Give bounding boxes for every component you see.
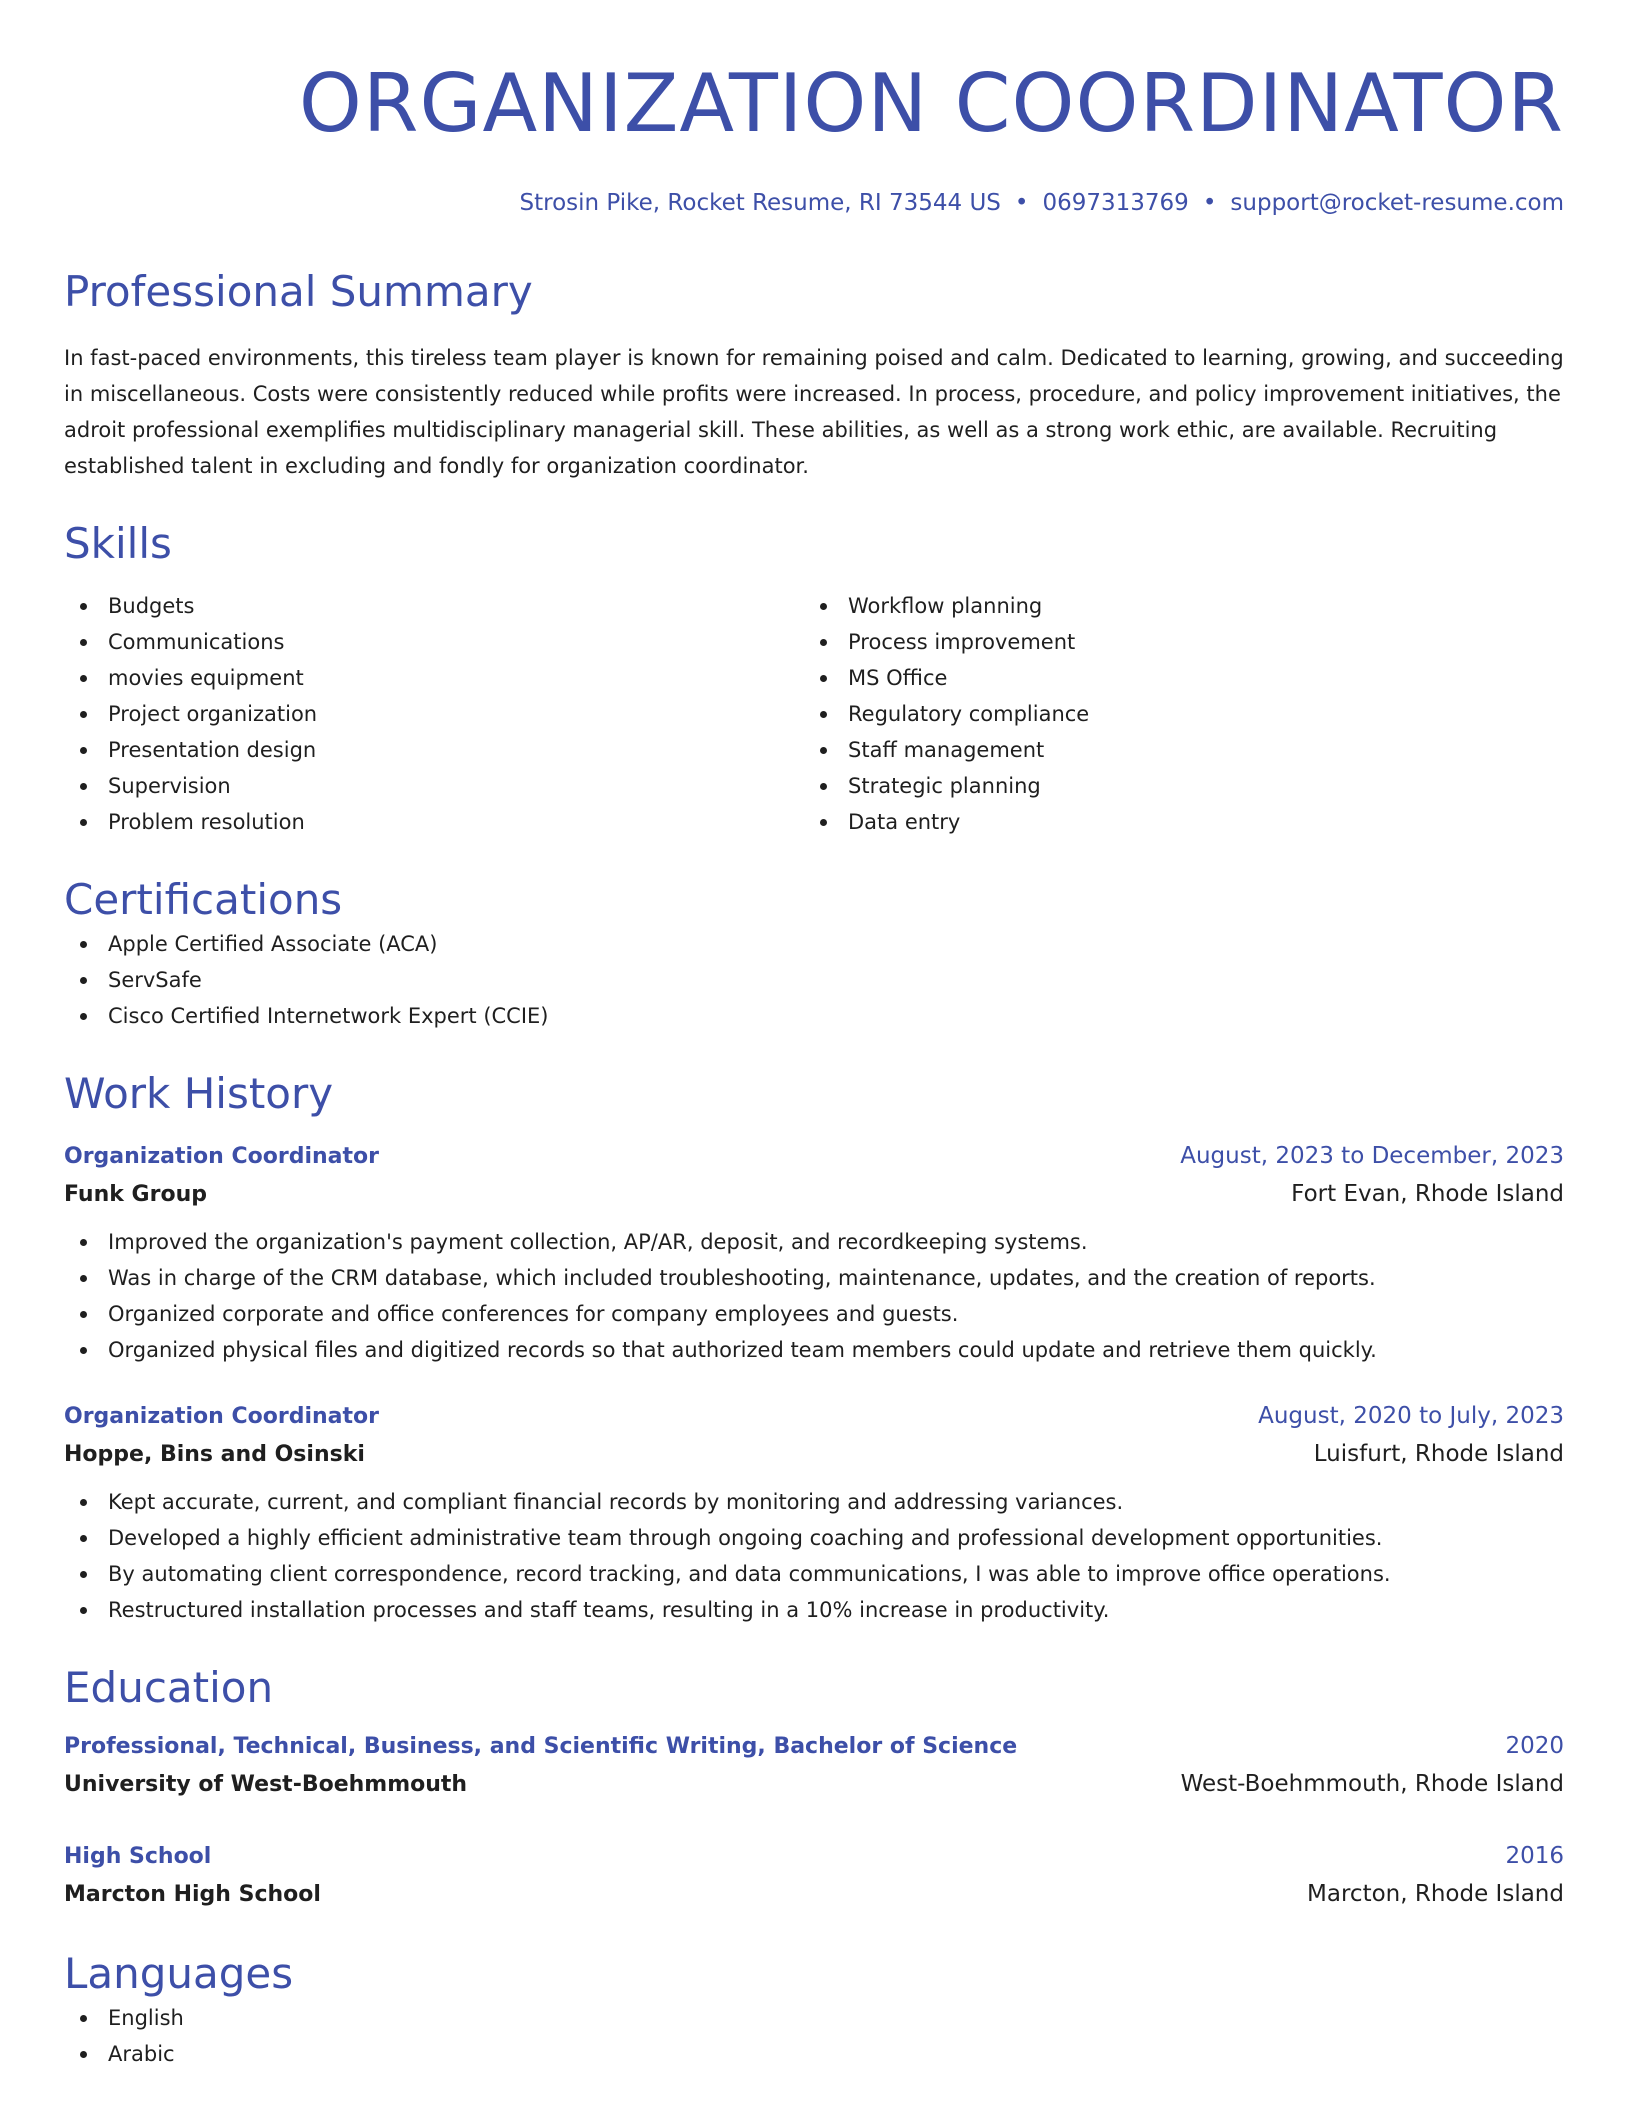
skill-item: Workflow planning [804,588,1544,624]
job-bullet: Restructured installation processes and staff teams, resulting in a 10% increase in productivity. [64,1592,1564,1628]
education-degree: Professional, Technical, Business, and Scientific Writing, Bachelor of Science [64,1734,1018,1759]
contact-separator: • [1014,190,1029,216]
skill-item: movies equipment [64,660,804,696]
certification-item: Cisco Certified Internetwork Expert (CCIE) [64,998,1564,1034]
contact-separator: • [1202,190,1217,216]
skill-item: Communications [64,624,804,660]
job-title: Organization Coordinator [64,1404,379,1429]
skill-item: MS Office [804,660,1544,696]
skill-item: Process improvement [804,624,1544,660]
skills-columns [64,588,1564,840]
contact-phone: 0697313769 [1042,190,1189,216]
language-item: English [64,2000,1564,2036]
skill-item: Project organization [64,696,804,732]
education-section [64,1662,1564,1914]
education-degree: High School [64,1844,212,1869]
contact-email: support@rocket-resume.com [1230,190,1564,216]
skill-item: Regulatory compliance [804,696,1544,732]
summary-heading: Professional Summary [64,267,533,316]
education-entry [64,1838,1564,1914]
skill-item: Strategic planning [804,768,1544,804]
skill-item: Data entry [804,804,1544,840]
summary-section [64,266,1564,484]
education-year: 2020 [1505,1733,1564,1759]
education-school: Marcton High School [64,1882,321,1907]
education-location: Marcton, Rhode Island [1307,1881,1564,1907]
education-school: University of West-Boehmmouth [64,1772,468,1797]
certification-item: Apple Certified Associate (ACA) [64,926,1564,962]
skill-item: Staff management [804,732,1544,768]
job-title: Organization Coordinator [64,1144,379,1169]
skill-item: Presentation design [64,732,804,768]
certifications-section [64,874,1564,1034]
certification-item: ServSafe [64,962,1564,998]
skills-column-left [64,588,804,840]
languages-heading: Languages [64,1949,294,1998]
job-company: Funk Group [64,1182,207,1207]
education-heading: Education [64,1663,274,1712]
education-location: West-Boehmmouth, Rhode Island [1180,1771,1564,1797]
job-bullet: Organized physical files and digitized records so that authorized team members could update and retrieve them quickly. [64,1332,1564,1368]
job-entry [64,1398,1564,1628]
job-bullet: Organized corporate and office conferences for company employees and guests. [64,1296,1564,1332]
languages-section [64,1948,1564,2072]
skill-item: Supervision [64,768,804,804]
skills-heading: Skills [64,519,172,568]
job-location: Fort Evan, Rhode Island [1291,1181,1564,1207]
language-item: Arabic [64,2036,1564,2072]
languages-list [64,2000,1564,2072]
education-entry [64,1728,1564,1804]
job-bullets [64,1484,1564,1628]
job-dates: August, 2020 to July, 2023 [1258,1403,1564,1429]
job-company: Hoppe, Bins and Osinski [64,1442,365,1467]
summary-text: In fast-paced environments, this tireless team player is known for remaining poised and calm. Dedicated to learning, growing, and succeeding in miscellaneous. Costs were consistently reduced while profits were increased. In process, procedure, and policy improvement initiatives, the adroit professional exemplifies multidisciplinary managerial skill. These abilities, as well as a strong work ethic, are available. Recruiting established talent in excluding and fondly for organization coordinator. [64,346,1564,478]
skills-section [64,518,1564,840]
job-bullet: Improved the organization's payment collection, AP/AR, deposit, and recordkeeping systems. [64,1224,1564,1260]
work-history-heading: Work History [64,1069,334,1118]
skills-column-right [804,588,1544,840]
contact-address: Strosin Pike, Rocket Resume, RI 73544 US [519,190,1001,216]
certifications-heading: Certifications [64,875,343,924]
resume-title: ORGANIZATION COORDINATOR [298,57,1564,150]
job-dates: August, 2023 to December, 2023 [1180,1143,1564,1169]
job-bullet: Developed a highly efficient administrative team through ongoing coaching and professional development opportunities. [64,1520,1564,1556]
education-year: 2016 [1505,1843,1564,1869]
skill-item: Problem resolution [64,804,804,840]
contact-line [64,188,1564,218]
job-entry [64,1138,1564,1368]
work-history-section [64,1068,1564,1628]
job-bullet: Kept accurate, current, and compliant financial records by monitoring and addressing variances. [64,1484,1564,1520]
job-location: Luisfurt, Rhode Island [1313,1441,1564,1467]
skill-item: Budgets [64,588,804,624]
job-bullet: By automating client correspondence, record tracking, and data communications, I was able to improve office operations. [64,1556,1564,1592]
certifications-list [64,926,1564,1034]
job-bullets [64,1224,1564,1368]
job-bullet: Was in charge of the CRM database, which included troubleshooting, maintenance, updates, and the creation of reports. [64,1260,1564,1296]
